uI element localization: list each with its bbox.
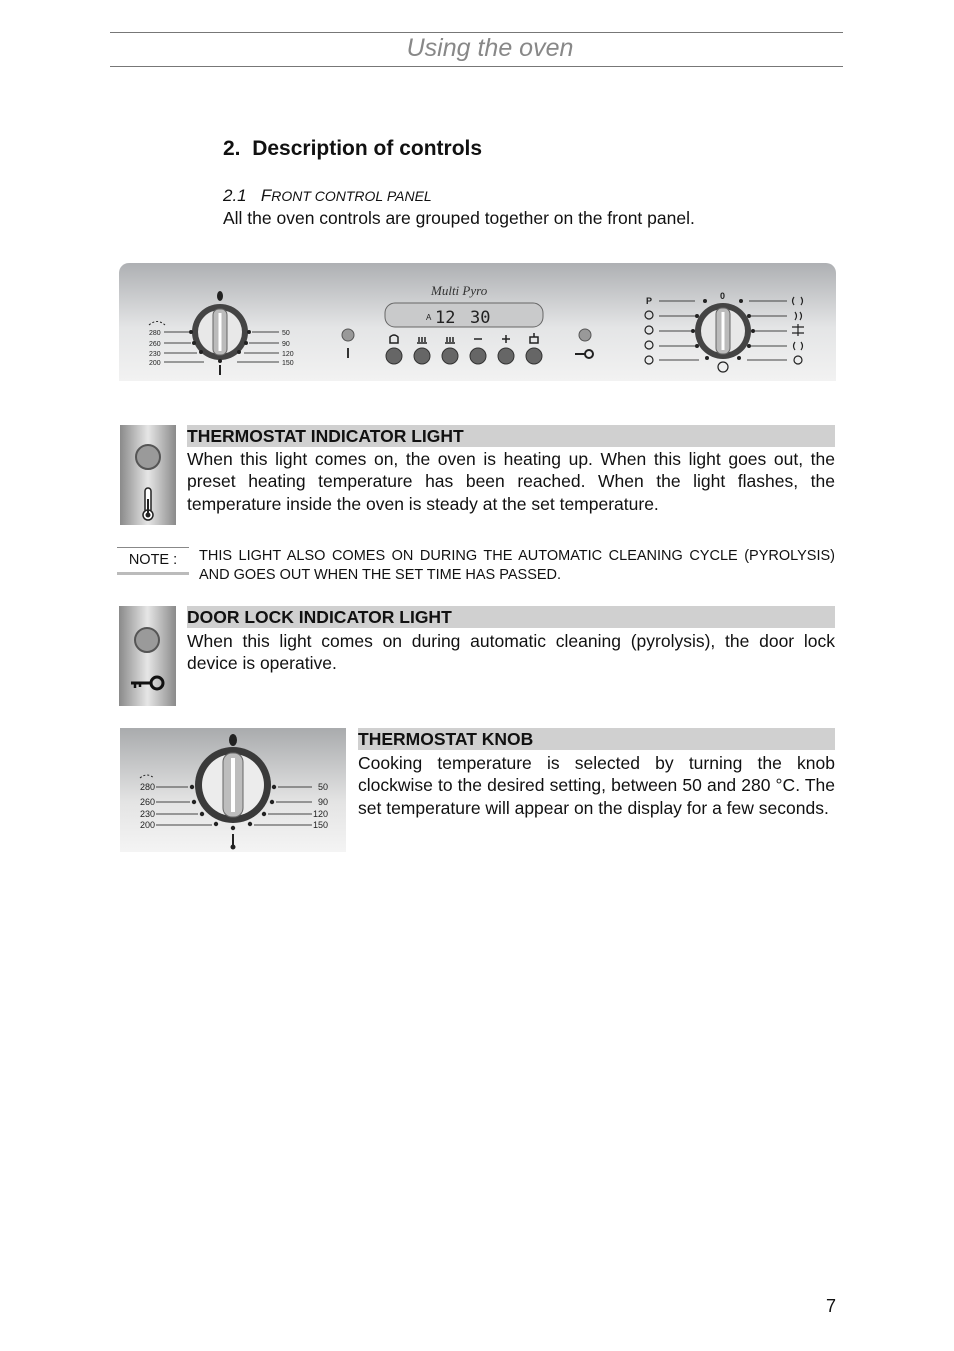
note-label: NOTE : (117, 547, 189, 575)
section-number: 2. (223, 137, 241, 160)
door-lock-drawing (119, 606, 176, 706)
panel-display-minutes: 30 (470, 308, 491, 328)
knob-mark-150: 150 (313, 820, 329, 830)
thermostat-light-title: THERMOSTAT INDICATOR LIGHT (187, 425, 835, 447)
indicator-lamp (135, 628, 159, 652)
page-header-title: Using the oven (406, 34, 574, 62)
knob-mark-280: 280 (140, 782, 156, 792)
panel-display-hours: 12 (435, 308, 456, 328)
subsection-number: 2.1 (223, 186, 247, 205)
note-text: THIS LIGHT ALSO COMES ON DURING THE AUTOMATIC CLEANING CYCLE (PYROLYSIS) AND GOES OUT WHEN THE SET TIME HAS PASSED. (199, 548, 835, 583)
flame-icon (229, 734, 237, 746)
panel-mark-50: 50 (282, 330, 290, 337)
header-rule-bottom (110, 66, 843, 67)
section-title (223, 137, 482, 161)
knob-mark-50: 50 (318, 782, 329, 792)
panel-thermostat-light (342, 329, 354, 341)
panel-display-prefix: A (426, 313, 432, 322)
grill-icon (140, 775, 154, 778)
section-title-text: Description of controls (252, 137, 483, 160)
panel-selector-zero: 0 (720, 291, 726, 301)
flame-icon (217, 291, 223, 301)
panel-selector-p: P (646, 296, 653, 306)
intro-text: All the oven controls are grouped together on the front panel. (223, 208, 695, 228)
thermostat-knob-title: THERMOSTAT KNOB (358, 728, 835, 750)
panel-brand: Multi Pyro (431, 283, 488, 298)
panel-selector-knob (645, 291, 804, 372)
panel-mark-260: 260 (149, 341, 161, 348)
subsection-rest: RONT CONTROL PANEL (271, 188, 432, 204)
door-lock-light-image (119, 606, 176, 706)
subsection-first-letter: F (260, 186, 272, 205)
panel-door-lock-light (579, 329, 591, 341)
key-icon (131, 677, 163, 689)
front-control-panel-image (119, 263, 836, 381)
header-rule-top (110, 32, 843, 33)
panel-key-icon (575, 350, 593, 358)
knob-mark-230: 230 (140, 809, 156, 819)
indicator-lamp (136, 445, 160, 469)
control-panel-drawing (119, 263, 836, 381)
panel-mark-230: 230 (149, 351, 161, 358)
panel-thermostat-knob (149, 291, 294, 375)
grill-icon (149, 322, 165, 326)
knob-mark-120: 120 (313, 809, 329, 819)
thermostat-knob-image (120, 728, 346, 852)
door-lock-title: DOOR LOCK INDICATOR LIGHT (187, 606, 835, 628)
panel-display (385, 303, 543, 327)
door-lock-body: When this light comes on during automatic cleaning (pyrolysis), the door lock device is operative. (187, 631, 835, 674)
thermometer-icon (143, 488, 153, 520)
panel-mark-280: 280 (149, 330, 161, 337)
panel-mark-200: 200 (149, 360, 161, 367)
thermostat-light-drawing (120, 425, 176, 525)
panel-mark-120: 120 (282, 351, 294, 358)
knob-mark-260: 260 (140, 797, 156, 807)
page-number: 7 (826, 1296, 837, 1316)
panel-programmer-buttons (386, 333, 542, 364)
thermostat-light-image (120, 425, 176, 525)
subsection-title (223, 186, 432, 206)
panel-mark-90: 90 (282, 341, 290, 348)
thermometer-icon (231, 834, 236, 850)
knob-mark-200: 200 (140, 820, 156, 830)
thermostat-knob-drawing (120, 728, 346, 852)
panel-mark-150: 150 (282, 360, 294, 367)
knob-mark-90: 90 (318, 797, 329, 807)
thermostat-knob-body: Cooking temperature is selected by turning the knob clockwise to the desired setting, between 50 and 280 °C. The set temperature will appear on the display for a few seconds. (358, 753, 835, 818)
thermostat-light-body: When this light comes on, the oven is heating up. When this light goes out, the preset heating temperature has been reached. When the light flashes, the temperature inside the oven is steady at the set temperature. (187, 449, 835, 514)
